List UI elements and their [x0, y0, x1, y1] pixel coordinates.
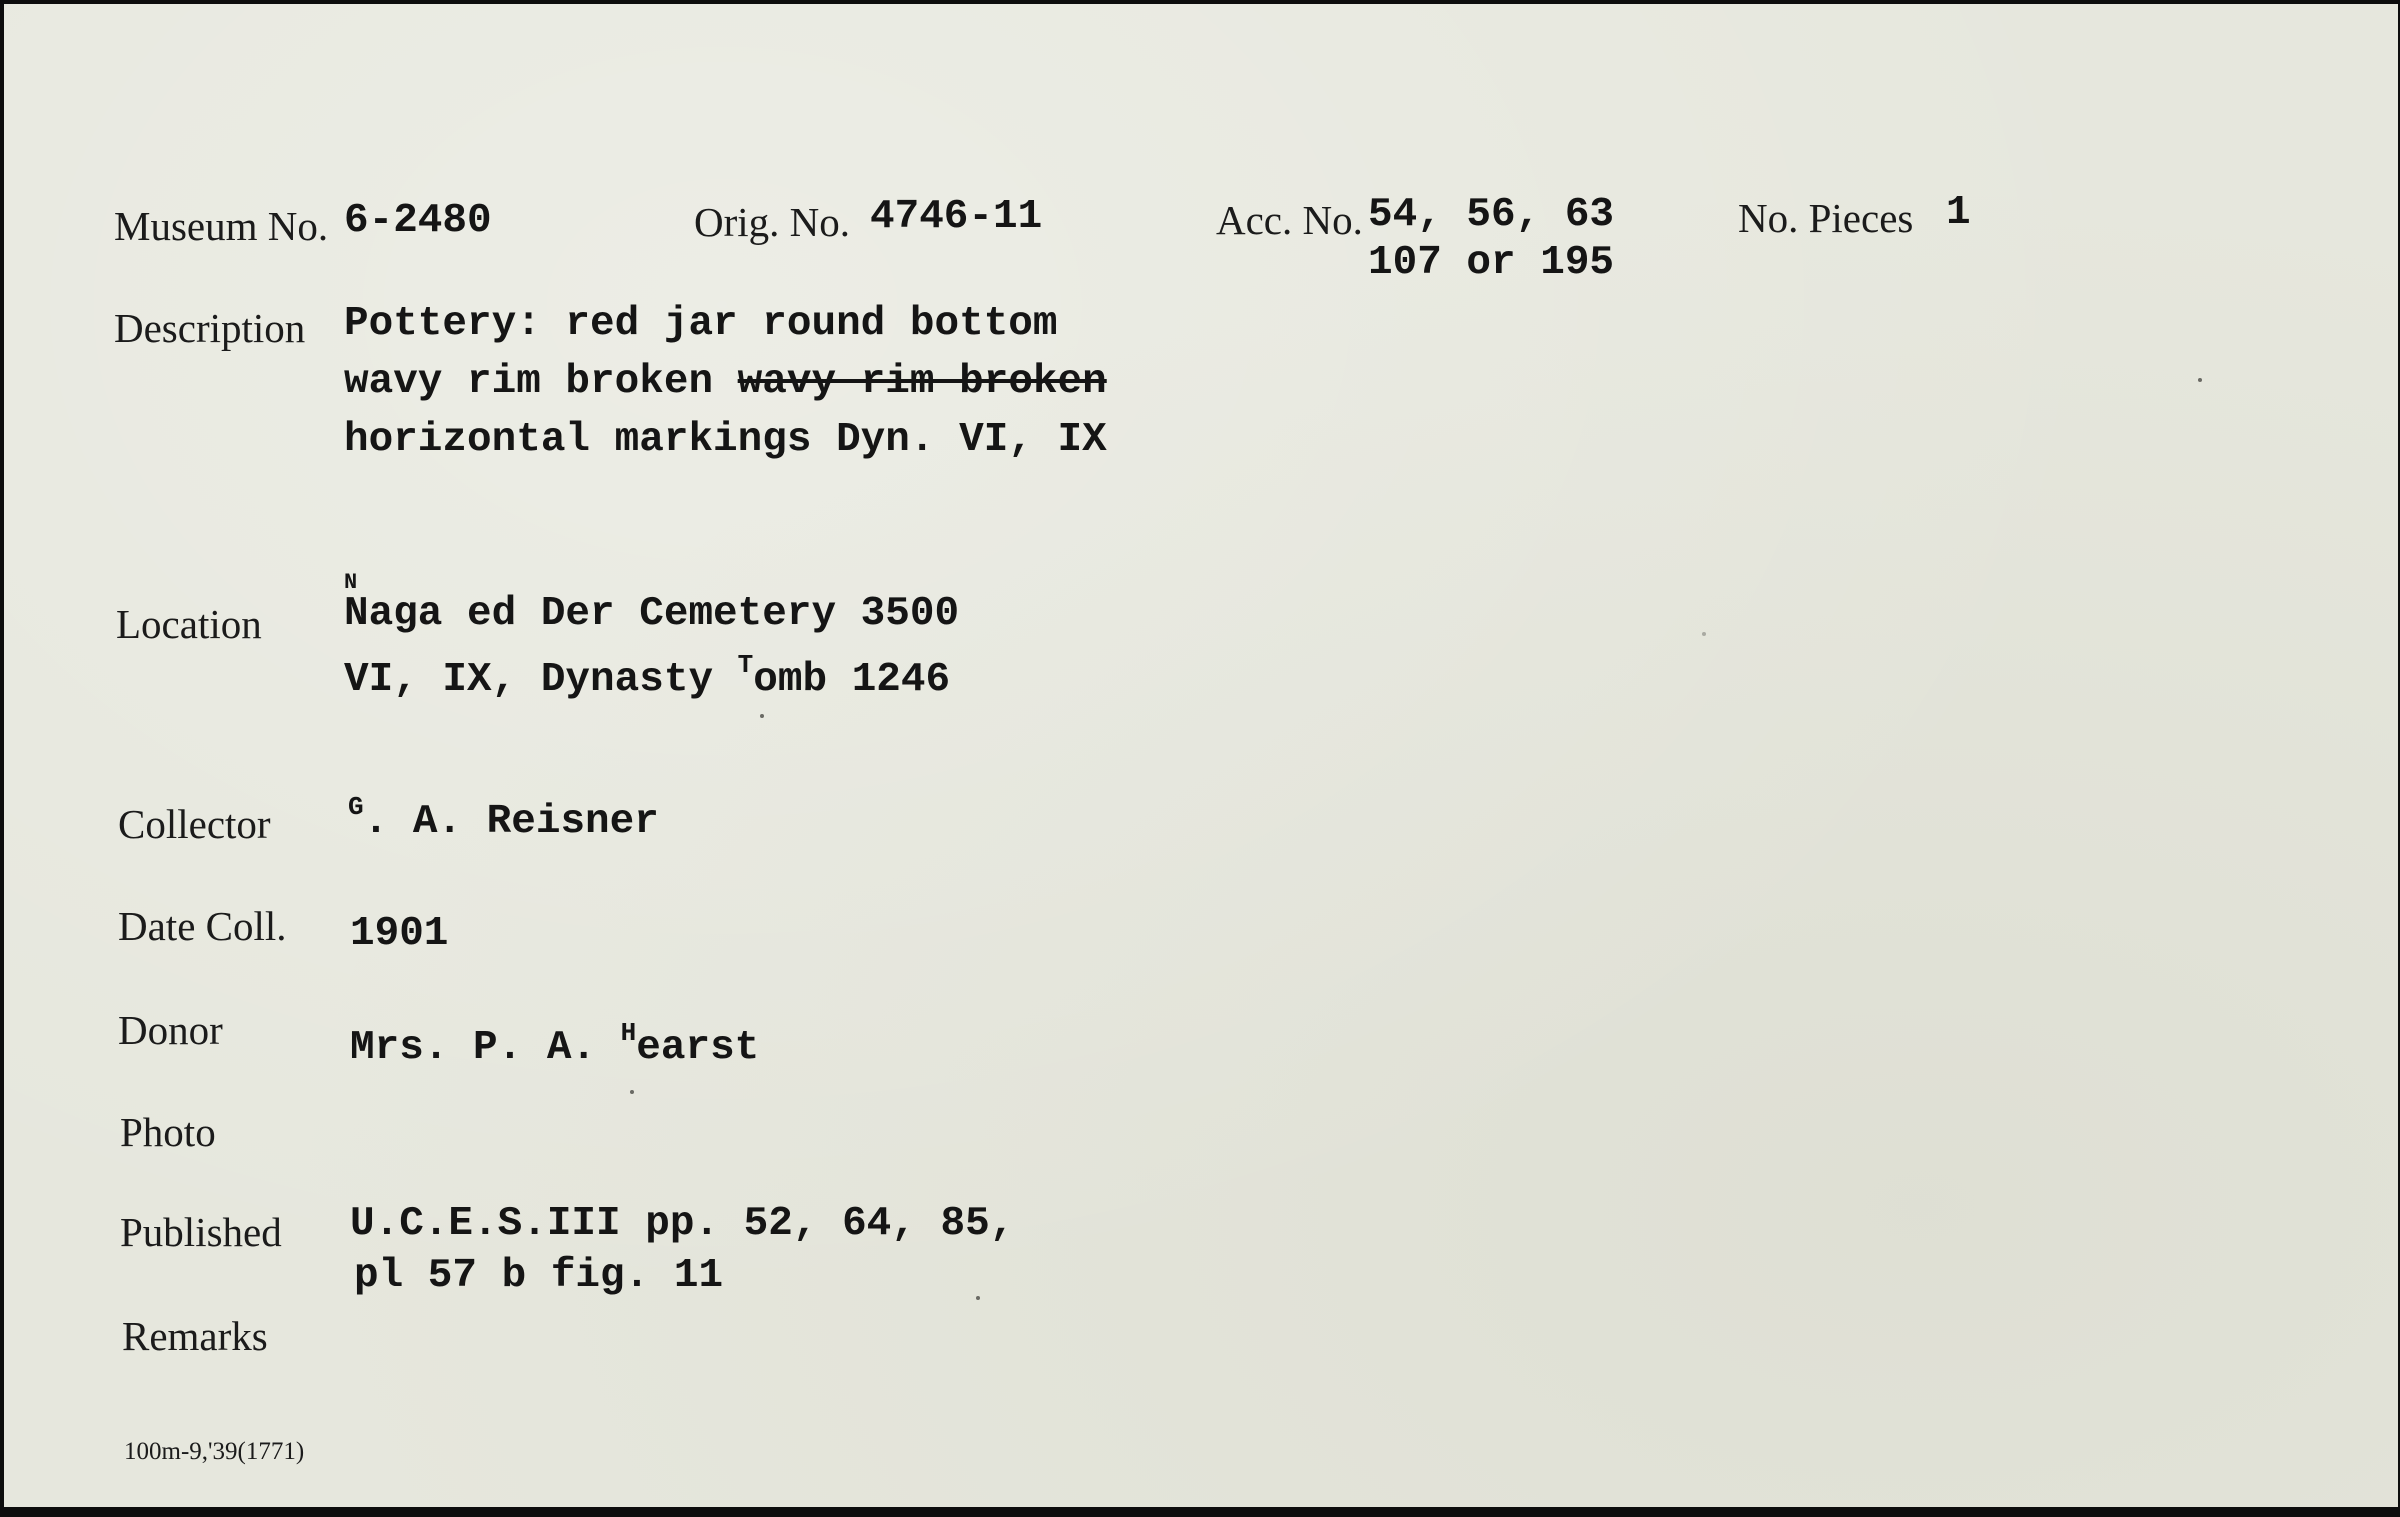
collector-text: . A. Reisner: [363, 799, 659, 845]
donor-post: earst: [636, 1025, 760, 1071]
photo-label: Photo: [120, 1109, 216, 1155]
location-line1-text: Naga ed Der Cemetery 3500: [344, 591, 960, 637]
orig-no-label: Orig. No.: [694, 199, 851, 245]
pieces-label: No. Pieces: [1738, 195, 1914, 241]
published-line1: U.C.E.S.III pp. 52, 64, 85,: [350, 1201, 1015, 1247]
donor-sup: H: [620, 1018, 637, 1048]
location-line2-post: omb 1246: [753, 657, 951, 703]
location-label: Location: [116, 601, 262, 647]
location-line2-sup: T: [737, 650, 754, 680]
museum-no-label: Museum No.: [114, 203, 329, 249]
published-line2: pl 57 b fig. 11: [354, 1253, 724, 1299]
paper-speck: [630, 1090, 634, 1094]
description-line2-text: wavy rim broken: [344, 359, 714, 405]
collector-label: Collector: [118, 801, 271, 847]
pieces-value: 1: [1946, 190, 1971, 236]
collector-sup: G: [348, 792, 364, 822]
paper-speck: [1702, 632, 1706, 636]
location-line1: [344, 570, 960, 637]
paper-speck: [2198, 378, 2202, 382]
date-coll-label: Date Coll.: [118, 903, 287, 949]
location-line1-sup: N: [344, 570, 358, 595]
donor-pre: Mrs. P. A.: [350, 1025, 597, 1071]
collector-value: [348, 794, 659, 843]
published-label: Published: [120, 1209, 282, 1255]
description-line2: [344, 359, 1107, 405]
acc-no-value-line1: 54, 56, 63: [1368, 192, 1615, 238]
remarks-label: Remarks: [122, 1313, 268, 1359]
paper-speck: [976, 1296, 980, 1300]
form-code: 100m-9,'39(1771): [124, 1438, 305, 1465]
acc-no-value-line2: 107 or 195: [1368, 240, 1615, 286]
location-line2: [344, 652, 950, 701]
description-label: Description: [114, 305, 306, 351]
description-line3: horizontal markings Dyn. VI, IX: [344, 417, 1107, 463]
donor-label: Donor: [118, 1007, 223, 1053]
acc-no-label: Acc. No.: [1216, 197, 1363, 243]
description-line2-struck: wavy rim broken: [737, 359, 1107, 405]
catalog-card: [4, 4, 2398, 1507]
location-line2-pre: VI, IX, Dynasty: [344, 657, 714, 703]
date-coll-value: 1901: [350, 911, 449, 957]
museum-no-value: 6-2480: [344, 198, 492, 244]
description-line1: Pottery: red jar round bottom: [344, 301, 1058, 347]
donor-value: [350, 1020, 759, 1069]
paper-speck: [760, 714, 764, 718]
orig-no-value: 4746-11: [870, 194, 1043, 240]
